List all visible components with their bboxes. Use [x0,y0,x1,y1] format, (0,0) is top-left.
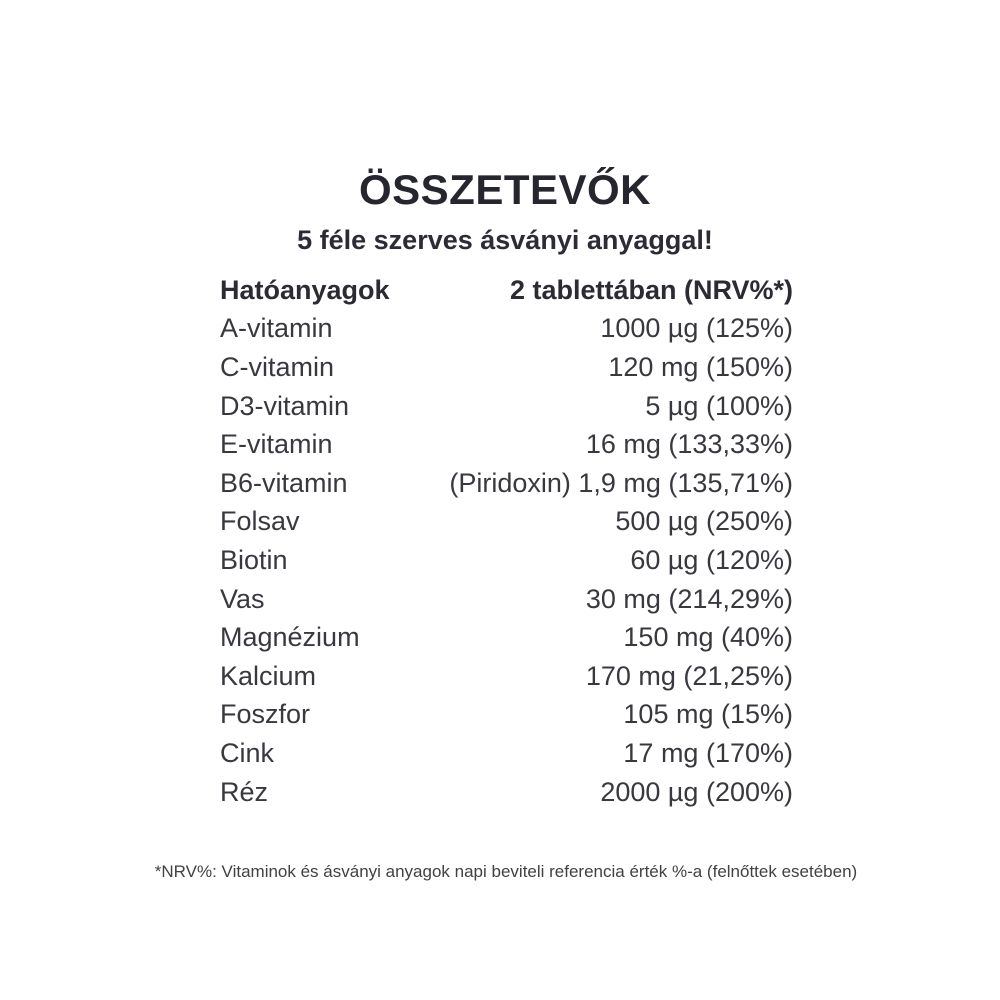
table-row [220,773,793,812]
page-subtitle: 5 féle szerves ásványi anyaggal! [297,225,713,255]
ingredient-name: Kalcium [220,660,317,691]
ingredient-name: C-vitamin [220,351,335,382]
ingredient-name: Cink [220,737,275,768]
ingredient-amount: 170 mg (21,25%) [585,660,793,691]
ingredient-amount: 105 mg (15%) [623,699,793,730]
ingredient-name: D3-vitamin [220,390,350,421]
ingredient-amount: 60 µg (120%) [630,544,793,575]
ingredient-name: A-vitamin [220,313,333,344]
ingredient-amount: 17 mg (170%) [623,737,793,768]
ingredient-name: Magnézium [220,622,360,653]
ingredient-amount: 2000 µg (200%) [600,776,793,807]
table-row [220,464,793,503]
ingredient-name: Foszfor [220,699,311,730]
header-ingredient-amount: 2 tablettában (NRV%*) [509,274,793,305]
table-row [220,580,793,619]
table-row [220,310,793,349]
ingredient-name: Biotin [220,544,288,575]
page-title: ÖSSZETEVŐK [358,166,652,213]
table-header-row [220,271,793,310]
ingredient-amount: 1000 µg (125%) [600,313,793,344]
ingredient-name: Vas [220,583,265,614]
table-row [220,387,793,426]
ingredient-amount: 5 µg (100%) [645,390,793,421]
header-ingredient-name: Hatóanyagok [220,274,390,305]
ingredient-name: E-vitamin [220,429,333,460]
table-row [220,696,793,735]
ingredient-name: B6-vitamin [220,467,348,498]
table-row [220,425,793,464]
nrv-footnote: *NRV%: Vitaminok és ásványi anyagok napi beviteli referencia érték %-a (felnőttek esetében) [154,862,858,882]
table-row [220,503,793,542]
table-row [220,734,793,773]
ingredient-amount: (Piridoxin) 1,9 mg (135,71%) [449,467,793,498]
ingredient-amount: 150 mg (40%) [623,622,793,653]
ingredient-name: Folsav [220,506,300,537]
table-row [220,618,793,657]
ingredient-amount: 500 µg (250%) [615,506,793,537]
table-row [220,541,793,580]
table-row [220,657,793,696]
ingredients-table [220,271,793,811]
ingredient-amount: 120 mg (150%) [608,351,793,382]
ingredient-amount: 16 mg (133,33%) [585,429,793,460]
table-row [220,348,793,387]
ingredient-amount: 30 mg (214,29%) [585,583,793,614]
ingredients-table-body [220,310,793,812]
ingredient-name: Réz [220,776,269,807]
